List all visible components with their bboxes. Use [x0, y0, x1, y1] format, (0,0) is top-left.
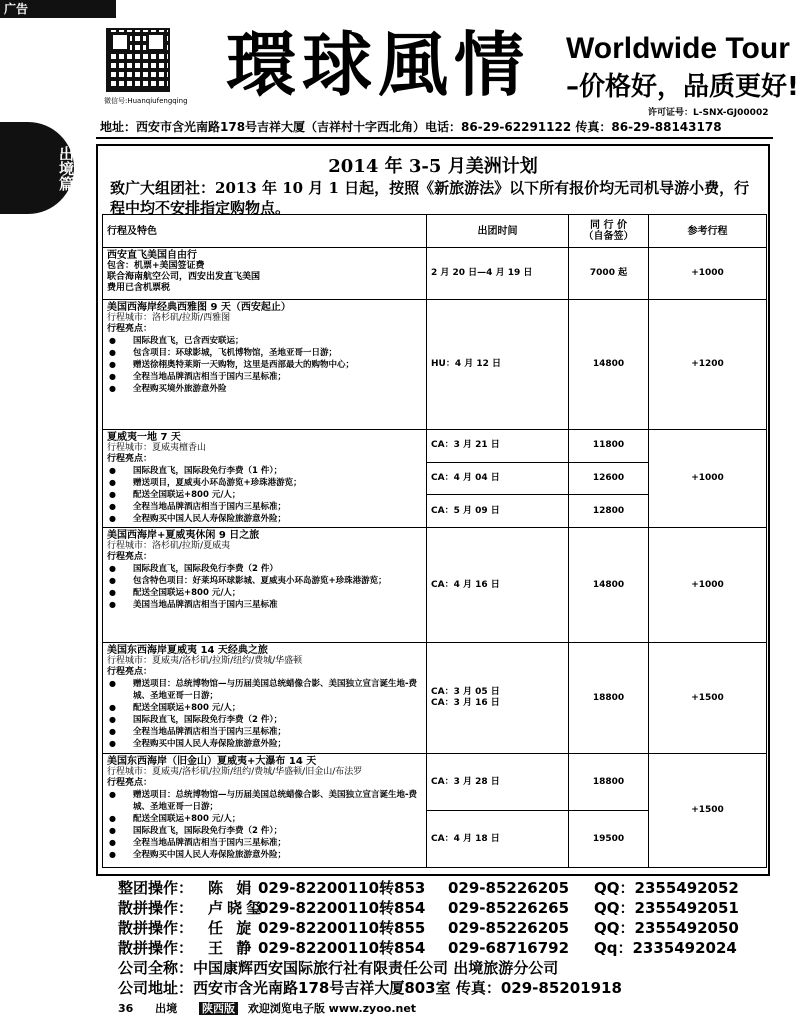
plan-itinerary [103, 300, 427, 430]
plan-cities: 行程城市：夏威夷/洛杉矶/拉斯/纽约/费城/华盛顿 [107, 656, 303, 666]
license-number: 许可证号：L-SNX-GJ00002 [648, 108, 769, 118]
plan-price: 14800 [569, 300, 649, 430]
highlight-item: ● 赠送项目：总统博物馆—与历届美国总统蜡像合影、美国独立宣言诞生地-费城、圣地亚哥一日游； [133, 789, 422, 813]
contact-phone: 029-82200110转855 [258, 919, 426, 937]
brand-english: Worldwide Tour [566, 32, 790, 65]
footer-paper: 陕西版 [199, 1002, 238, 1015]
contact-role: 散拼操作： [118, 939, 194, 957]
departure-date: CA：3 月 05 日 CA：3 月 16 日 [427, 643, 569, 754]
plan-cities: 行程城市：洛杉矶/拉斯/西雅图 [107, 313, 231, 323]
contact-qq: Qq：2335492024 [594, 939, 737, 957]
reference-price: +1000 [649, 248, 767, 300]
header-itinerary: 行程及特色 [103, 215, 427, 248]
highlight-item: ● 国际段直飞，国际段免行李费（1 件）； [133, 465, 422, 477]
contact-row [118, 878, 739, 898]
highlight-item: ● 全程购买中国人民人寿保险旅游意外险； [133, 738, 422, 750]
table-row [103, 754, 767, 811]
departure-date: CA：3 月 21 日 [427, 430, 569, 463]
highlight-item: ● 包含特色项目：好莱坞环球影城、夏威夷小环岛游览+珍珠港游览； [133, 575, 422, 587]
page-number: 36 [118, 1002, 134, 1015]
page-footer [118, 1000, 434, 1016]
contact-qq: QQ：2355492051 [594, 899, 739, 917]
plan-highlights [107, 335, 422, 395]
company-name [118, 958, 558, 978]
plan-title: 美国东西海岸（旧金山）夏威夷+大瀑布 14 天 [107, 756, 317, 767]
highlight-item: ● 配送全国联运+800 元/人； [133, 813, 422, 825]
contact-name: 王 静 [208, 939, 256, 957]
table-row [103, 528, 767, 643]
highlight-item: ● 配送全国联运+800 元/人； [133, 702, 422, 714]
footer-site: 欢迎浏览电子版 www.zyoo.net [247, 1002, 417, 1015]
reference-price: +1000 [649, 430, 767, 528]
footer-section: 出境 [155, 1002, 178, 1015]
section-tab [0, 122, 74, 214]
contact-row [118, 918, 739, 938]
contacts-block [118, 878, 739, 958]
qr-code-icon [106, 28, 170, 92]
contact-phone: 029-82200110转853 [258, 879, 426, 897]
header-departure: 出团时间 [427, 215, 569, 248]
plan-line: 行程亮点： [107, 667, 153, 677]
plan-line: 行程亮点： [107, 324, 153, 334]
plan-cities: 行程城市：洛杉矶/拉斯/夏威夷 [107, 541, 231, 551]
table-row [103, 430, 767, 463]
table-header-row [103, 215, 767, 248]
highlight-item: ● 全程购买境外旅游意外险 [133, 383, 422, 395]
plan-line: 联合海南航空公司，西安出发直飞美国 [107, 272, 261, 282]
contact-phone-alt: 029-85226265 [448, 899, 570, 917]
contact-name: 陈 娟 [208, 879, 256, 897]
plan-line: 包含：机票+美国签证费 [107, 261, 205, 271]
plan-itinerary [103, 754, 427, 868]
highlight-item: ● 国际段直飞，国际段免行李费（2 件） [133, 563, 422, 575]
reference-price: +1000 [649, 528, 767, 643]
contact-phone: 029-82200110转854 [258, 899, 426, 917]
plan-cities: 行程城市：夏威夷檀香山 [107, 443, 207, 453]
plan-price: 18800 [569, 754, 649, 811]
address-line: 地址：西安市含光南路178号吉祥大厦（吉祥村十字西北角）电话：86-29-62291122 传真：86-29-88143178 [100, 120, 722, 134]
header-reference: 参考行程 [649, 215, 767, 248]
plan-highlights [107, 789, 422, 861]
plan-highlights [107, 563, 422, 611]
notice-text: 致广大组团社：2013 年 10 月 1 日起，按照《新旅游法》以下所有报价均无司机导游小费，行程中均不安排指定购物点。 [110, 179, 750, 217]
contact-row [118, 938, 739, 958]
highlight-item: ● 全程当地品牌酒店相当于国内三星标准； [133, 726, 422, 738]
company-address-text: 公司地址：西安市含光南路178号吉祥大厦803室 传真：029-85201918 [118, 979, 622, 997]
departure-date: CA：3 月 28 日 [427, 754, 569, 811]
plan-line: 行程亮点： [107, 778, 153, 788]
plan-itinerary [103, 248, 427, 300]
plans-table [102, 214, 767, 868]
plan-title: 西安直飞美国自由行 [107, 250, 197, 261]
highlight-item: ● 包含项目：环球影城，飞机博物馆，圣地亚哥一日游； [133, 347, 422, 359]
company-name-text: 公司全称：中国康辉西安国际旅行社有限责任公司 出境旅游分公司 [118, 959, 559, 977]
contact-name: 任 旋 [208, 919, 256, 937]
header-price: 同 行 价 （自备签） [569, 215, 649, 248]
contact-qq: QQ：2355492052 [594, 879, 739, 897]
contact-phone-alt: 029-68716792 [448, 939, 570, 957]
departure-date: HU：4 月 12 日 [427, 300, 569, 430]
plan-line: 费用已含机票税 [107, 283, 171, 293]
reference-price: +1500 [649, 754, 767, 868]
table-row [103, 248, 767, 300]
highlight-item: ● 赠送徐栩奥特莱斯一天购物，这里是西部最大的购物中心； [133, 359, 422, 371]
plan-cities: 行程城市：夏威夷/洛杉矶/拉斯/纽约/费城/华盛顿/旧金山/布法罗 [107, 767, 363, 777]
contact-row [118, 898, 739, 918]
contact-name: 卢晓玺 [208, 899, 266, 917]
section-tab-label: 出境篇 [57, 145, 75, 191]
departure-date: CA：5 月 09 日 [427, 495, 569, 528]
plan-price: 12600 [569, 462, 649, 495]
highlight-item: ● 国际段直飞，国际段免行李费（2 件）； [133, 714, 422, 726]
highlight-item: ● 配送全国联运+800 元/人； [133, 489, 422, 501]
page-title: 2014 年 3-5 月美洲计划 [328, 156, 538, 177]
highlight-item: ● 全程购买中国人民人寿保险旅游意外险； [133, 849, 422, 861]
brand-logo: 環球風情 [226, 23, 530, 106]
highlight-item: ● 赠送项目，夏威夷小环岛游览+珍珠港游览； [133, 477, 422, 489]
contact-qq: QQ：2355492050 [594, 919, 739, 937]
table-row [103, 643, 767, 754]
contact-role: 散拼操作： [118, 899, 194, 917]
highlight-item: ● 国际段直飞，已含西安联运； [133, 335, 422, 347]
plan-title: 美国西海岸+夏威夷休闲 9 日之旅 [107, 530, 260, 541]
plan-price: 14800 [569, 528, 649, 643]
plan-line: 行程亮点： [107, 454, 153, 464]
highlight-item: ● 全程购买中国人民人寿保险旅游意外险； [133, 513, 422, 525]
plan-title: 夏威夷一地 7 天 [107, 432, 181, 443]
company-address [118, 978, 622, 998]
highlight-item: ● 全程当地品牌酒店相当于国内三星标准； [133, 371, 422, 383]
contact-phone: 029-82200110转854 [258, 939, 426, 957]
highlight-item: ● 赠送项目：总统博物馆—与历届美国总统蜡像合影、美国独立宣言诞生地-费城、圣地亚哥一日游； [133, 678, 422, 702]
highlight-item: ● 全程当地品牌酒店相当于国内三星标准； [133, 501, 422, 513]
reference-price: +1500 [649, 643, 767, 754]
plan-highlights [107, 678, 422, 750]
plan-price: 19500 [569, 811, 649, 868]
contact-phone-alt: 029-85226205 [448, 919, 570, 937]
plan-highlights [107, 465, 422, 525]
plan-title: 美国东西海岸夏威夷 14 天经典之旅 [107, 645, 268, 656]
brand-slogan: –价格好，品质更好! [566, 72, 799, 102]
departure-date: CA：4 月 16 日 [427, 528, 569, 643]
plan-itinerary [103, 430, 427, 528]
plan-price: 12800 [569, 495, 649, 528]
highlight-item: ● 国际段直飞，国际段免行李费（2 件）； [133, 825, 422, 837]
highlight-item: ● 配送全国联运+800 元/人； [133, 587, 422, 599]
departure-date: CA：4 月 04 日 [427, 462, 569, 495]
contact-phone-alt: 029-85226205 [448, 879, 570, 897]
departure-date: CA：4 月 18 日 [427, 811, 569, 868]
plan-price: 7000 起 [569, 248, 649, 300]
divider [96, 137, 773, 139]
plan-itinerary [103, 643, 427, 754]
highlight-item: ● 美国当地品牌酒店相当于国内三星标准 [133, 599, 422, 611]
contact-role: 散拼操作： [118, 919, 194, 937]
contact-role: 整团操作： [118, 879, 194, 897]
plan-title: 美国西海岸经典西雅图 9 天（西安起止） [107, 302, 291, 313]
plan-itinerary [103, 528, 427, 643]
table-row [103, 300, 767, 430]
plan-price: 18800 [569, 643, 649, 754]
departure-date: 2 月 20 日—4 月 19 日 [427, 248, 569, 300]
highlight-item: ● 全程当地品牌酒店相当于国内三星标准； [133, 837, 422, 849]
plan-price: 11800 [569, 430, 649, 463]
wechat-id: 微信号:Huanqiufengqing [104, 97, 188, 105]
reference-price: +1200 [649, 300, 767, 430]
ad-label: 广告 [0, 0, 116, 18]
plan-line: 行程亮点： [107, 552, 153, 562]
plans-body [103, 248, 767, 868]
